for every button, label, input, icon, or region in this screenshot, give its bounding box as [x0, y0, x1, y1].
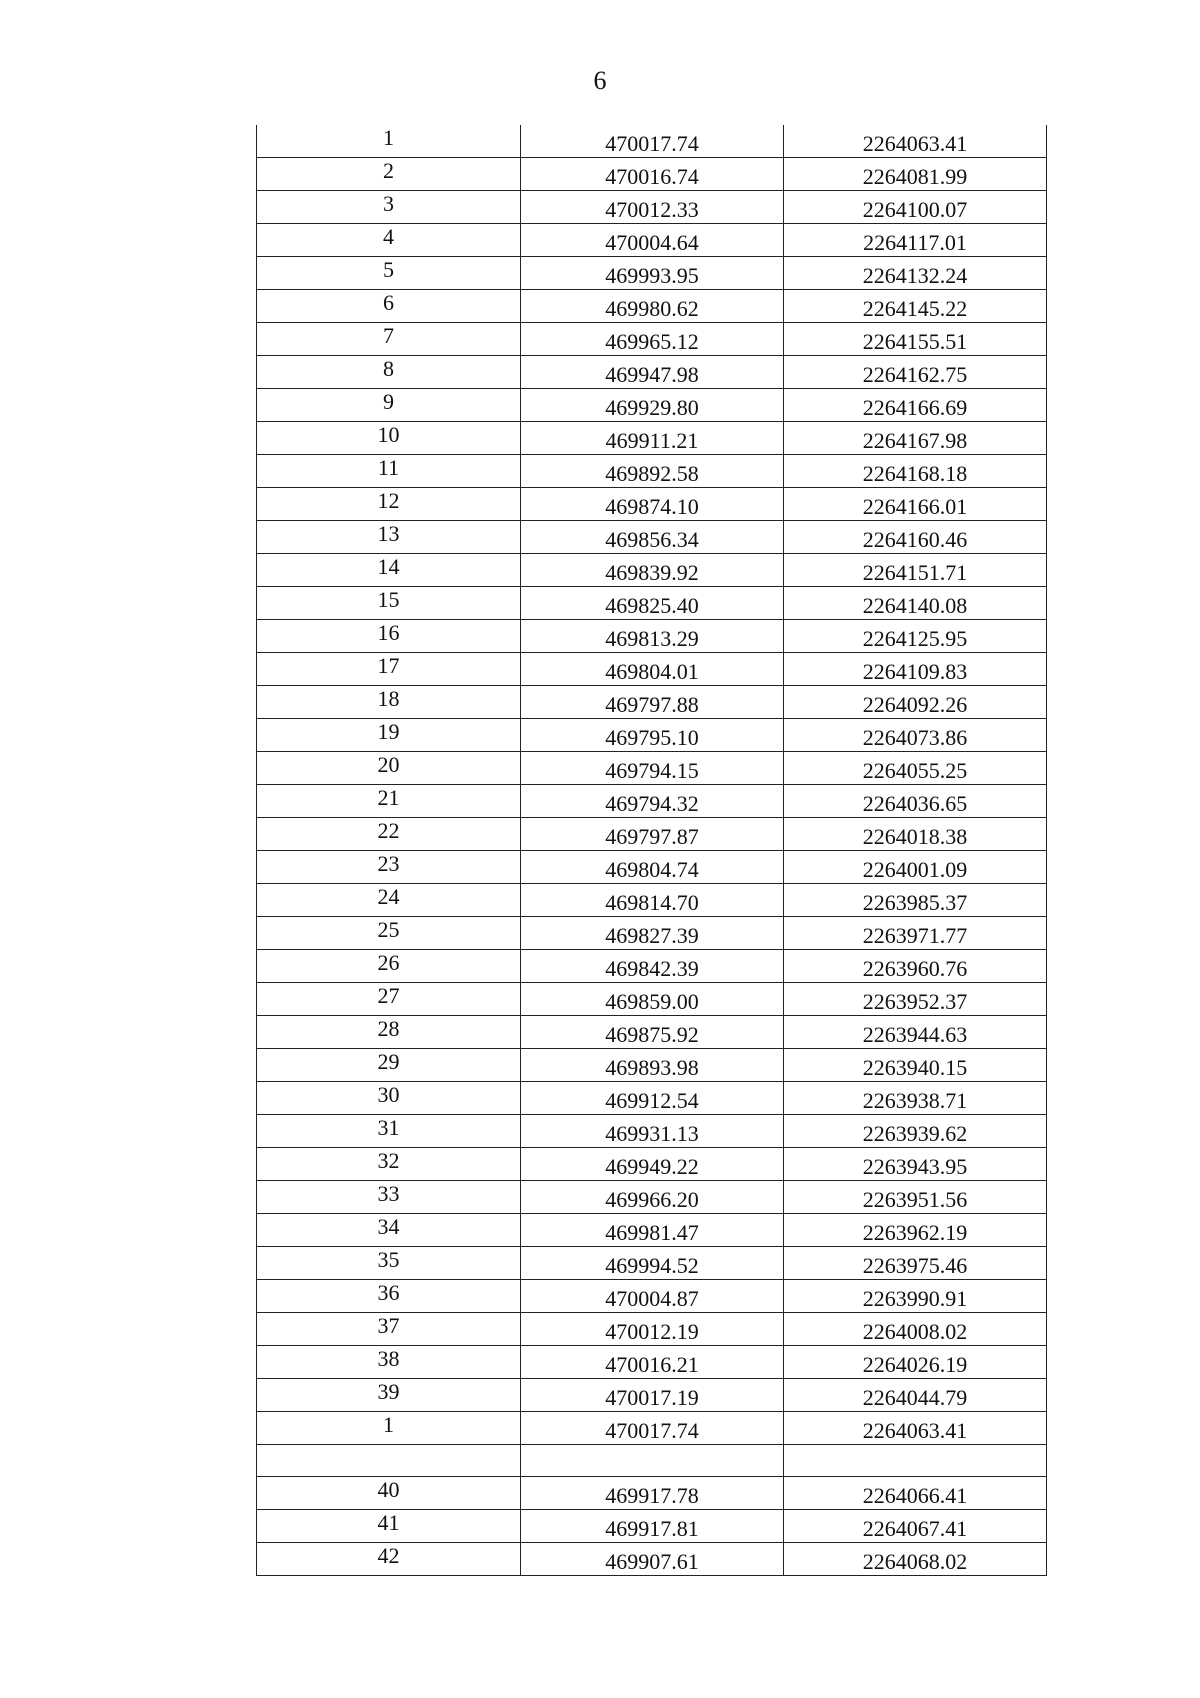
x-coordinate-cell: 469917.81: [521, 1510, 784, 1543]
x-coordinate-cell: 470004.87: [521, 1280, 784, 1313]
y-coordinate-cell: 2264166.69: [784, 389, 1047, 422]
y-coordinate-cell: 2264109.83: [784, 653, 1047, 686]
y-coordinate-cell: 2264073.86: [784, 719, 1047, 752]
y-coordinate-cell: 2263940.15: [784, 1049, 1047, 1082]
table-row: [257, 1016, 1047, 1049]
table-row: [257, 1247, 1047, 1280]
y-coordinate-cell: 2264132.24: [784, 257, 1047, 290]
x-coordinate-cell: 469814.70: [521, 884, 784, 917]
point-number-cell: 24: [257, 884, 521, 917]
point-number-cell: 9: [257, 389, 521, 422]
table-row: [257, 884, 1047, 917]
table-row: [257, 488, 1047, 521]
y-coordinate-cell: 2263960.76: [784, 950, 1047, 983]
x-coordinate-cell: 470004.64: [521, 224, 784, 257]
x-coordinate-cell: 469981.47: [521, 1214, 784, 1247]
table-row: [257, 323, 1047, 356]
x-coordinate-cell: 470016.74: [521, 158, 784, 191]
y-coordinate-cell: 2264160.46: [784, 521, 1047, 554]
y-coordinate-cell: 2264081.99: [784, 158, 1047, 191]
y-coordinate-cell: 2263939.62: [784, 1115, 1047, 1148]
x-coordinate-cell: 469947.98: [521, 356, 784, 389]
page-number: 6: [593, 66, 607, 95]
y-coordinate-cell: 2264063.41: [784, 125, 1047, 158]
y-coordinate-cell: 2264044.79: [784, 1379, 1047, 1412]
table-row: [257, 1445, 1047, 1477]
table-row: [257, 389, 1047, 422]
table-row: [257, 1082, 1047, 1115]
x-coordinate-cell: 470016.21: [521, 1346, 784, 1379]
table-row: [257, 1543, 1047, 1576]
point-number-cell: 14: [257, 554, 521, 587]
x-coordinate-cell: 470017.74: [521, 1412, 784, 1445]
table-row: [257, 1280, 1047, 1313]
x-coordinate-cell: 469893.98: [521, 1049, 784, 1082]
point-number-cell: 20: [257, 752, 521, 785]
table-row: [257, 1477, 1047, 1510]
y-coordinate-cell: 2264068.02: [784, 1543, 1047, 1576]
table-row: [257, 950, 1047, 983]
x-coordinate-cell: 469911.21: [521, 422, 784, 455]
y-coordinate-cell: 2264145.22: [784, 290, 1047, 323]
y-coordinate-cell: 2263975.46: [784, 1247, 1047, 1280]
point-number-cell: 34: [257, 1214, 521, 1247]
x-coordinate-cell: 469931.13: [521, 1115, 784, 1148]
point-number-cell: 18: [257, 686, 521, 719]
point-number-cell: 26: [257, 950, 521, 983]
x-coordinate-cell: 469980.62: [521, 290, 784, 323]
point-number-cell: 36: [257, 1280, 521, 1313]
x-coordinate-cell: 470012.33: [521, 191, 784, 224]
table-row: [257, 290, 1047, 323]
y-coordinate-cell: 2264162.75: [784, 356, 1047, 389]
point-number-cell: 2: [257, 158, 521, 191]
point-number-cell: 37: [257, 1313, 521, 1346]
y-coordinate-cell: 2263990.91: [784, 1280, 1047, 1313]
point-number-cell: 27: [257, 983, 521, 1016]
table-row: [257, 1049, 1047, 1082]
x-coordinate-cell: 469965.12: [521, 323, 784, 356]
x-coordinate-cell: 469874.10: [521, 488, 784, 521]
x-coordinate-cell: 469794.15: [521, 752, 784, 785]
table-row: [257, 719, 1047, 752]
point-number-cell: 12: [257, 488, 521, 521]
y-coordinate-cell: 2263962.19: [784, 1214, 1047, 1247]
x-coordinate-cell: 469907.61: [521, 1543, 784, 1576]
y-coordinate-cell: 2264026.19: [784, 1346, 1047, 1379]
x-coordinate-cell: 469794.32: [521, 785, 784, 818]
table-row: [257, 818, 1047, 851]
coordinates-table: [256, 125, 1047, 1576]
y-coordinate-cell: 2264036.65: [784, 785, 1047, 818]
x-coordinate-cell: 469929.80: [521, 389, 784, 422]
coordinates-table-body: [257, 125, 1047, 1576]
table-row: [257, 191, 1047, 224]
x-coordinate-cell: 469856.34: [521, 521, 784, 554]
x-coordinate-cell: 469912.54: [521, 1082, 784, 1115]
point-number-cell: 3: [257, 191, 521, 224]
point-number-cell: 6: [257, 290, 521, 323]
point-number-cell: 5: [257, 257, 521, 290]
y-coordinate-cell: 2264151.71: [784, 554, 1047, 587]
table-row: [257, 983, 1047, 1016]
point-number-cell: 15: [257, 587, 521, 620]
point-number-cell: 28: [257, 1016, 521, 1049]
y-coordinate-cell: 2263971.77: [784, 917, 1047, 950]
y-coordinate-cell: 2264055.25: [784, 752, 1047, 785]
table-row: [257, 521, 1047, 554]
x-coordinate-cell: [521, 1445, 784, 1477]
point-number-cell: 8: [257, 356, 521, 389]
y-coordinate-cell: 2263943.95: [784, 1148, 1047, 1181]
point-number-cell: 11: [257, 455, 521, 488]
point-number-cell: 39: [257, 1379, 521, 1412]
y-coordinate-cell: 2264166.01: [784, 488, 1047, 521]
x-coordinate-cell: 470017.19: [521, 1379, 784, 1412]
point-number-cell: 10: [257, 422, 521, 455]
y-coordinate-cell: 2264125.95: [784, 620, 1047, 653]
table-row: [257, 587, 1047, 620]
table-row: [257, 653, 1047, 686]
table-row: [257, 125, 1047, 158]
x-coordinate-cell: 469804.74: [521, 851, 784, 884]
x-coordinate-cell: 469827.39: [521, 917, 784, 950]
y-coordinate-cell: 2263985.37: [784, 884, 1047, 917]
y-coordinate-cell: 2264018.38: [784, 818, 1047, 851]
point-number-cell: 33: [257, 1181, 521, 1214]
y-coordinate-cell: 2264167.98: [784, 422, 1047, 455]
y-coordinate-cell: 2263951.56: [784, 1181, 1047, 1214]
y-coordinate-cell: 2264117.01: [784, 224, 1047, 257]
x-coordinate-cell: 469966.20: [521, 1181, 784, 1214]
table-row: [257, 554, 1047, 587]
x-coordinate-cell: 469842.39: [521, 950, 784, 983]
point-number-cell: 35: [257, 1247, 521, 1280]
y-coordinate-cell: 2263944.63: [784, 1016, 1047, 1049]
table-row: [257, 686, 1047, 719]
y-coordinate-cell: 2264140.08: [784, 587, 1047, 620]
point-number-cell: 30: [257, 1082, 521, 1115]
x-coordinate-cell: 469949.22: [521, 1148, 784, 1181]
point-number-cell: 41: [257, 1510, 521, 1543]
y-coordinate-cell: 2264001.09: [784, 851, 1047, 884]
y-coordinate-cell: 2264063.41: [784, 1412, 1047, 1445]
point-number-cell: 13: [257, 521, 521, 554]
y-coordinate-cell: 2264008.02: [784, 1313, 1047, 1346]
table-row: [257, 1181, 1047, 1214]
point-number-cell: 32: [257, 1148, 521, 1181]
point-number-cell: 1: [257, 125, 521, 158]
x-coordinate-cell: 469917.78: [521, 1477, 784, 1510]
y-coordinate-cell: 2264155.51: [784, 323, 1047, 356]
point-number-cell: 25: [257, 917, 521, 950]
table-row: [257, 455, 1047, 488]
table-row: [257, 1510, 1047, 1543]
table-row: [257, 1379, 1047, 1412]
table-row: [257, 785, 1047, 818]
x-coordinate-cell: 469994.52: [521, 1247, 784, 1280]
x-coordinate-cell: 469813.29: [521, 620, 784, 653]
x-coordinate-cell: 469839.92: [521, 554, 784, 587]
point-number-cell: [257, 1445, 521, 1477]
y-coordinate-cell: 2263952.37: [784, 983, 1047, 1016]
y-coordinate-cell: 2264168.18: [784, 455, 1047, 488]
table-row: [257, 158, 1047, 191]
x-coordinate-cell: 469795.10: [521, 719, 784, 752]
table-row: [257, 1346, 1047, 1379]
point-number-cell: 17: [257, 653, 521, 686]
point-number-cell: 4: [257, 224, 521, 257]
table-row: [257, 224, 1047, 257]
x-coordinate-cell: 469875.92: [521, 1016, 784, 1049]
table-row: [257, 620, 1047, 653]
point-number-cell: 42: [257, 1543, 521, 1576]
y-coordinate-cell: 2264067.41: [784, 1510, 1047, 1543]
y-coordinate-cell: 2264092.26: [784, 686, 1047, 719]
table-row: [257, 851, 1047, 884]
point-number-cell: 19: [257, 719, 521, 752]
point-number-cell: 38: [257, 1346, 521, 1379]
table-row: [257, 917, 1047, 950]
x-coordinate-cell: 469797.88: [521, 686, 784, 719]
table-row: [257, 1313, 1047, 1346]
x-coordinate-cell: 469825.40: [521, 587, 784, 620]
x-coordinate-cell: 470012.19: [521, 1313, 784, 1346]
x-coordinate-cell: 470017.74: [521, 125, 784, 158]
point-number-cell: 1: [257, 1412, 521, 1445]
point-number-cell: 16: [257, 620, 521, 653]
y-coordinate-cell: 2264066.41: [784, 1477, 1047, 1510]
point-number-cell: 29: [257, 1049, 521, 1082]
point-number-cell: 7: [257, 323, 521, 356]
point-number-cell: 31: [257, 1115, 521, 1148]
table-row: [257, 1214, 1047, 1247]
x-coordinate-cell: 469993.95: [521, 257, 784, 290]
x-coordinate-cell: 469859.00: [521, 983, 784, 1016]
table-row: [257, 1412, 1047, 1445]
table-row: [257, 356, 1047, 389]
x-coordinate-cell: 469797.87: [521, 818, 784, 851]
point-number-cell: 40: [257, 1477, 521, 1510]
x-coordinate-cell: 469804.01: [521, 653, 784, 686]
y-coordinate-cell: 2263938.71: [784, 1082, 1047, 1115]
table-row: [257, 1115, 1047, 1148]
x-coordinate-cell: 469892.58: [521, 455, 784, 488]
table-row: [257, 752, 1047, 785]
table-row: [257, 1148, 1047, 1181]
table-row: [257, 422, 1047, 455]
table-row: [257, 257, 1047, 290]
y-coordinate-cell: [784, 1445, 1047, 1477]
y-coordinate-cell: 2264100.07: [784, 191, 1047, 224]
point-number-cell: 21: [257, 785, 521, 818]
point-number-cell: 22: [257, 818, 521, 851]
point-number-cell: 23: [257, 851, 521, 884]
